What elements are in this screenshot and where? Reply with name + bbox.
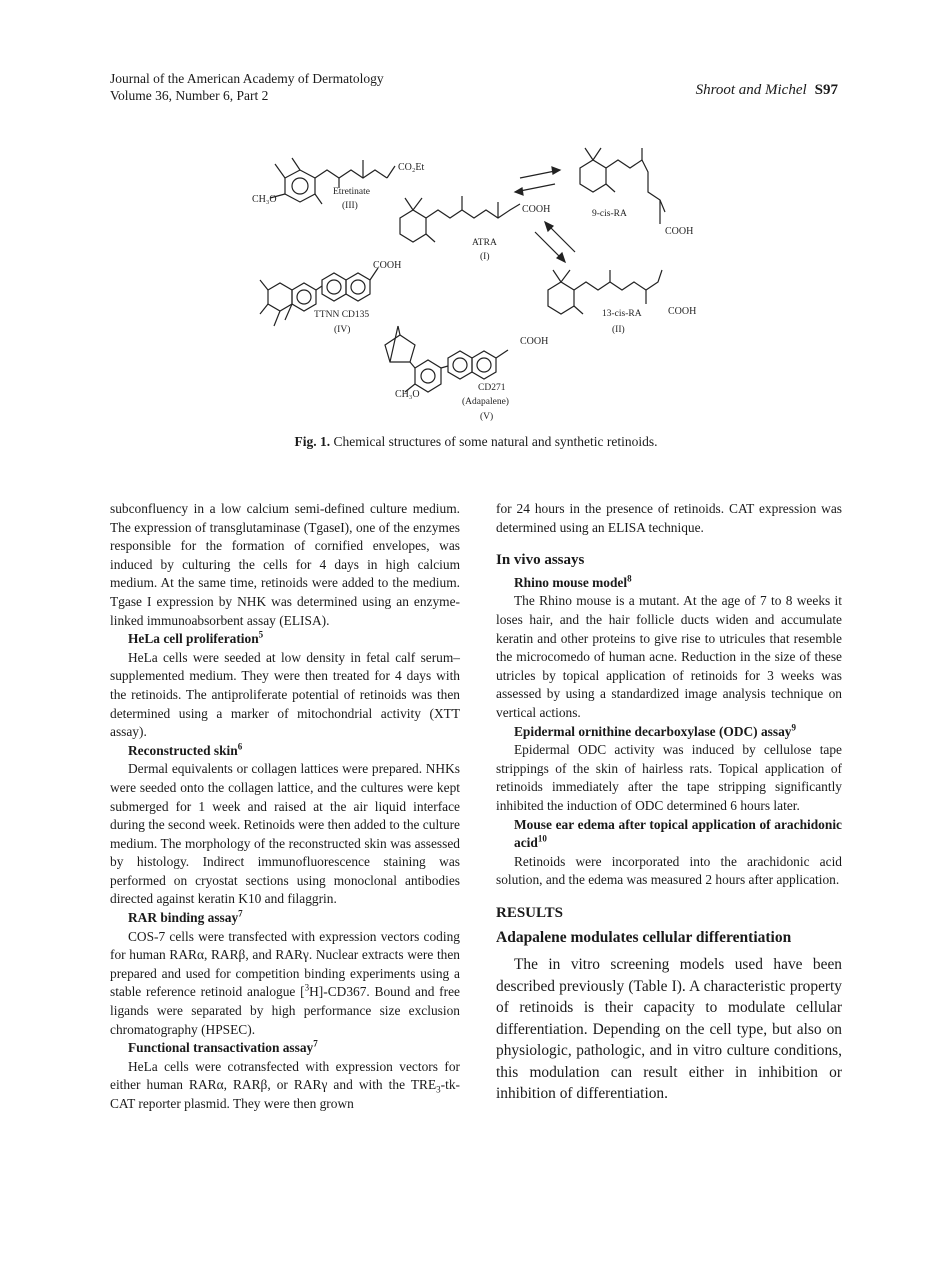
structure-drawings xyxy=(260,148,665,392)
func-text-2: -tk-CAT reporter plasmid. They were then grown xyxy=(110,1077,460,1111)
heading-rhino-ref: 8 xyxy=(627,573,632,584)
label-ttnn-number: (IV) xyxy=(334,325,351,335)
func-text-1: HeLa cells were cotransfected with expression vectors for either human RARα, RARβ, or RARγ and with the TRE xyxy=(110,1058,460,1093)
heading-rhino-text: Rhino mouse model xyxy=(514,574,628,590)
paragraph-cat: for 24 hours in the presence of retinoids. CAT expression was determined using an ELISA technique. xyxy=(496,501,842,535)
structure-labels xyxy=(252,162,696,422)
heading-hela-text: HeLa cell proliferation xyxy=(128,631,259,647)
heading-rar-text: RAR binding assay xyxy=(128,910,239,926)
atra-structure xyxy=(400,196,520,242)
journal-name: Journal of the American Academy of Dermatology xyxy=(110,71,384,86)
left-column xyxy=(110,500,460,1114)
label-cooh-adapalene: COOH xyxy=(520,336,549,347)
label-ttnn: TTNN CD135 xyxy=(314,310,370,320)
figure-caption xyxy=(110,434,842,450)
heading-results: RESULTS xyxy=(496,904,563,921)
heading-func-ref: 7 xyxy=(313,1038,318,1049)
right-column xyxy=(496,500,842,1105)
heading-odc-text: Epidermal ornithine decarboxylase (ODC) assay xyxy=(514,723,792,739)
rar-text-2: H]-CD367. Bound and free ligands were separated by high performance size exclusion chromatography (HPSEC). xyxy=(110,984,460,1037)
label-adapalene: (Adapalene) xyxy=(462,397,509,407)
heading-odc xyxy=(496,723,842,742)
paragraph-functional-transactivation xyxy=(110,1058,460,1114)
label-cooh-ttnn: COOH xyxy=(373,260,402,271)
heading-rhino xyxy=(496,574,842,593)
label-9-cis-ra: 9-cis-RA xyxy=(592,209,627,219)
paragraph-adapalene: The in vitro screening models used have been described previously (Table I). A characteristic property of retinoids is their capacity to modulate cellular differentiation. Depending on the cell type, but also on physiologic, pathologic, and in vitro culture conditions, this modulation can result either in inhibition or inhibition of differentiation. xyxy=(496,956,842,1103)
figure-caption-text: Chemical structures of some natural and synthetic retinoids. xyxy=(333,434,658,449)
heading-skin-ref: 6 xyxy=(237,741,243,752)
rar-isotope-sup: 3 xyxy=(304,982,310,993)
label-13-cis-ra: 13-cis-RA xyxy=(602,309,642,319)
label-ch3o-etretinate: CH₃O xyxy=(252,194,277,205)
label-co2et: CO₂Et xyxy=(398,162,425,173)
heading-func-text: Functional transactivation assay xyxy=(128,1040,314,1056)
rar-text-1: COS-7 cells were transfected with expression vectors coding for human RARα, RARβ, and RARγ. Nuclear extracts were then prepared and used for competition binding experiments using a stable reference retinoid analogue [ xyxy=(110,928,460,1000)
label-cooh-13-cis: COOH xyxy=(668,306,697,317)
heading-adapalene-differentiation: Adapalene modulates cellular differentiation xyxy=(496,929,792,947)
heading-functional-transactivation xyxy=(110,1039,460,1058)
heading-hela-ref: 5 xyxy=(258,629,264,640)
heading-in-vivo: In vivo assays xyxy=(496,552,585,569)
paragraph-rar-binding xyxy=(110,928,460,1040)
heading-hela xyxy=(110,630,460,649)
paragraph-hela: HeLa cells were seeded at low density in fetal calf serum–supplemented medium. They were then treated for 4 days with the retinoids. The antiproliferate potential of retinoids was then determined using a marker of mitochondrial activity (XTT assay). xyxy=(110,649,460,740)
label-cd271: CD271 xyxy=(478,383,506,393)
journal-volume: Volume 36, Number 6, Part 2 xyxy=(110,88,269,103)
label-etretinate: Etretinate xyxy=(333,187,370,197)
label-cooh-9-cis: COOH xyxy=(665,226,694,237)
chemical-structures-figure xyxy=(230,140,730,430)
paragraph-ear-edema: Retinoids were incorporated into the arachidonic acid solution, and the edema was measured 2 hours after application. xyxy=(496,853,842,888)
etretinate-structure xyxy=(270,158,395,204)
author-names: Shroot and Michel xyxy=(695,82,807,98)
heading-rar-binding xyxy=(110,909,460,928)
label-adapalene-number: (V) xyxy=(480,412,494,422)
paragraph-odc: Epidermal ODC activity was induced by cellulose tape strippings of the skin of hairless rats. Topical application of retinoids immediately after the tape stripping significantly inhibited the induction of ODC determined 6 hours later. xyxy=(496,742,842,813)
page-header-right xyxy=(696,82,838,99)
heading-ear-ref: 10 xyxy=(537,833,547,844)
label-cooh-atra: COOH xyxy=(522,204,551,215)
label-ch3o-adapalene: CH₃O xyxy=(395,389,420,400)
paragraph-tgase: subconfluency in a low calcium semi-defined culture medium. The expression of transglutaminase (TgaseI), one of the enzymes responsible for the formation of cornified envelopes, was induced by culturing the cells for 4 days in high calcium medium. At the same time, retinoids were added to the medium. Tgase I expression by NHK was determined using an enzyme-linked immunoabsorbent assay (ELISA). xyxy=(110,501,460,628)
heading-ear-edema xyxy=(496,816,842,853)
running-header xyxy=(110,70,384,104)
label-13-cis-ra-number: (II) xyxy=(612,325,625,335)
figure-caption-label: Fig. 1. xyxy=(294,434,331,449)
label-atra: ATRA xyxy=(472,238,497,248)
label-etretinate-number: (III) xyxy=(342,201,358,211)
label-atra-number: (I) xyxy=(480,252,490,262)
thirteen-cis-ra-structure xyxy=(548,270,662,314)
heading-odc-ref: 9 xyxy=(791,722,796,733)
heading-skin-text: Reconstructed skin xyxy=(128,742,238,758)
heading-ear-text: Mouse ear edema after topical application of arachidonic acid xyxy=(514,816,842,851)
heading-rar-ref: 7 xyxy=(238,908,243,919)
heading-reconstructed-skin xyxy=(110,742,460,761)
func-sub: 3 xyxy=(436,1085,441,1096)
paragraph-reconstructed-skin: Dermal equivalents or collagen lattices were prepared. NHKs were seeded onto the collagen lattice, and the cultures were kept submerged for 1 week and raised at the air liquid interface during the second week. Retinoids were then added to the culture medium. The morphology of the reconstructed skin was assessed by histology. Indirect immunofluorescence staining was performed on cryostat sections using monoclonal antibodies directed against keratin K10 and filaggrin. xyxy=(110,761,460,907)
paragraph-rhino: The Rhino mouse is a mutant. At the age of 7 to 8 weeks it loses hair, and the hair follicle ducts widen and accumulate keratin and other proteins to give rise to utricules that resemble the microcomedo of human acne. Reduction in the size of these utricles by topical application of retinoids for 3 weeks was assessed by using a standardized image analysis technique on vertical actions. xyxy=(496,593,842,720)
page-number: S97 xyxy=(814,82,838,98)
